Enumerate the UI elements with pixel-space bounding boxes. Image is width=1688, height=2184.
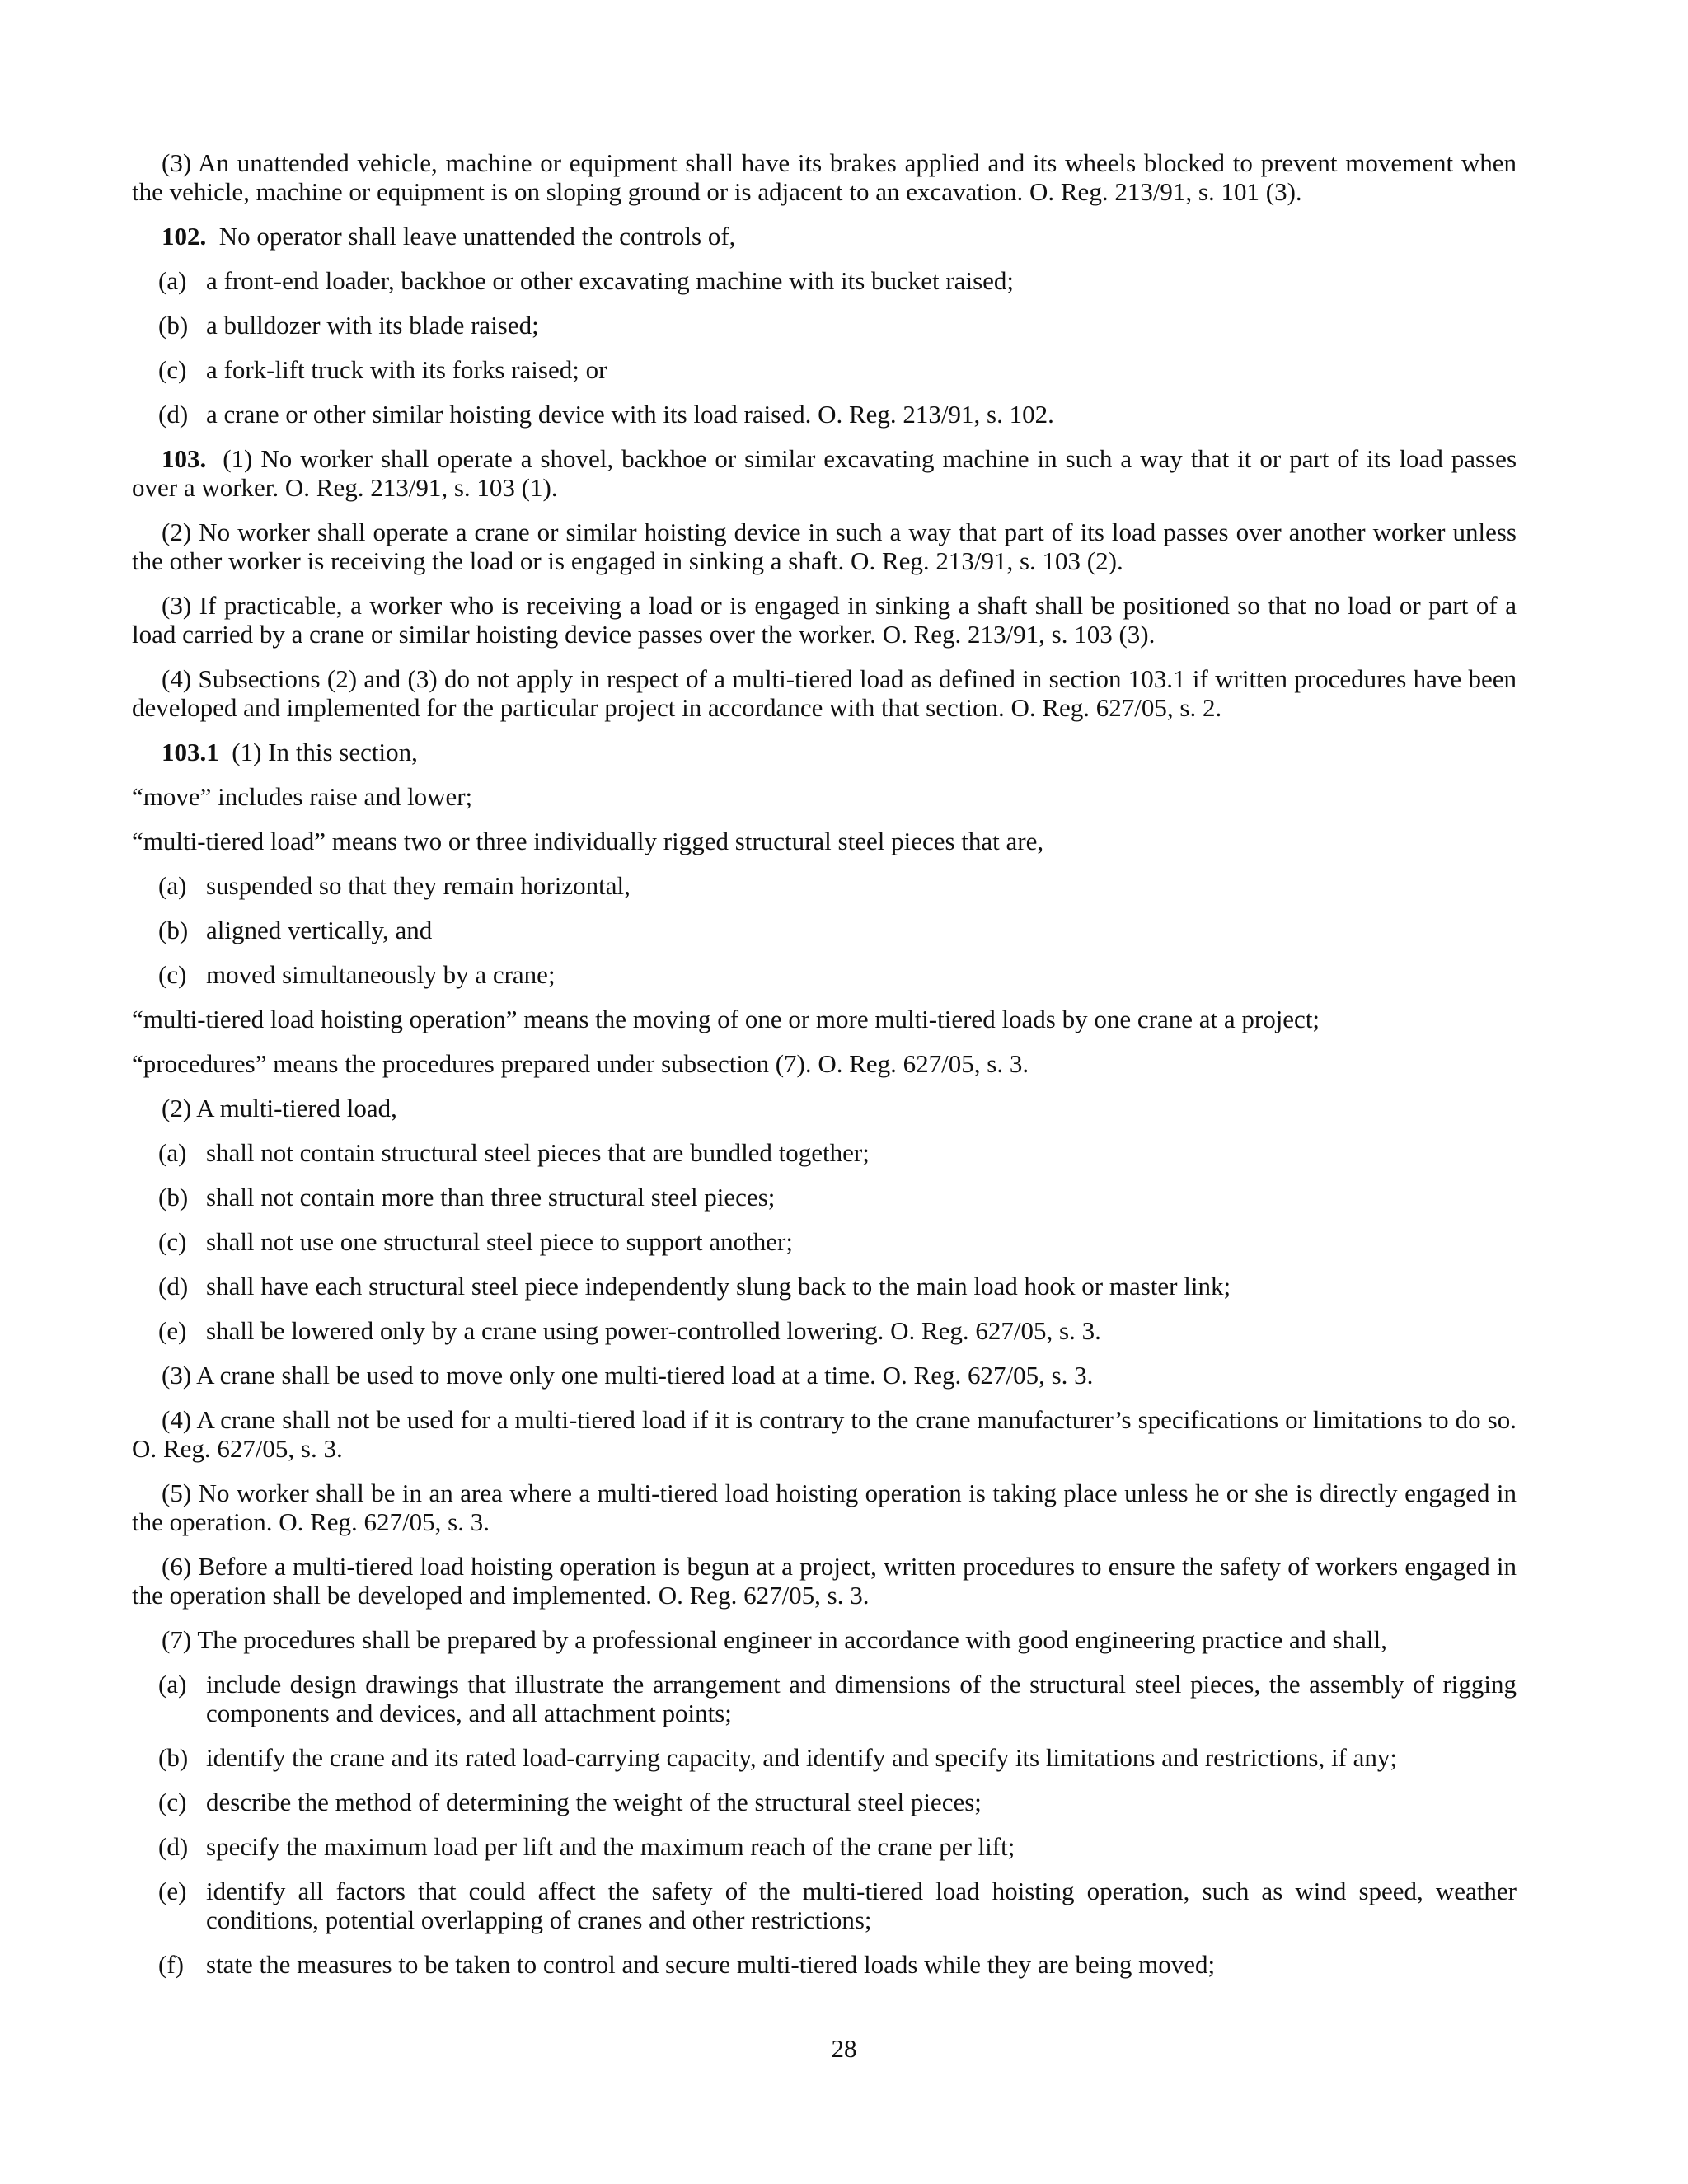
list-item: (e) shall be lowered only by a crane using power-controlled lowering. O. Reg. 627/05, s. 3. (158, 1316, 1101, 1345)
list-item: (f) state the measures to be taken to control and secure multi-tiered loads while they are being moved; (158, 1950, 1216, 1979)
list-item: (c) a fork-lift truck with its forks raised; or (158, 355, 607, 384)
page-number: 28 (831, 2034, 857, 2063)
paragraph-103-1-6: (6) Before a multi-tiered load hoisting operation is begun at a project, written procedures to ensure the safety of workers engaged in the operation shall be developed and implemented. O. Reg. 627/05, s. 3. (132, 1552, 1517, 1610)
paragraph-101-3: (3) An unattended vehicle, machine or equipment shall have its brakes applied and its wheels blocked to prevent movement when the vehicle, machine or equipment is on sloping ground or is adjacent to an excavation. O. Reg. 213/91, s. 101 (3). (132, 148, 1517, 206)
section-102-heading: 102. No operator shall leave unattended the controls of, (162, 222, 736, 251)
section-number: 102. (162, 222, 207, 251)
paragraph-103-3: (3) If practicable, a worker who is receiving a load or is engaged in sinking a shaft shall be positioned so that no load or part of a load carried by a crane or similar hoisting device passes over the worker. O. Reg. 213/91, s. 103 (3). (132, 591, 1517, 649)
definition-procedures: “procedures” means the procedures prepared under subsection (7). O. Reg. 627/05, s. 3. (132, 1049, 1029, 1078)
definition-move: “move” includes raise and lower; (132, 782, 473, 811)
paragraph-103-1-7: (7) The procedures shall be prepared by a professional engineer in accordance with good engineering practice and shall, (162, 1625, 1387, 1654)
list-item: (e) identify all factors that could affect the safety of the multi-tiered load hoisting operation, such as wind speed, weather conditions, potential overlapping of cranes and other restrictions; (158, 1877, 1517, 1934)
list-item: (a) a front-end loader, backhoe or other excavating machine with its bucket raised; (158, 266, 1015, 295)
list-item: (c) describe the method of determining the weight of the structural steel pieces; (158, 1788, 982, 1816)
list-item: (b) aligned vertically, and (158, 916, 433, 944)
paragraph-103-4: (4) Subsections (2) and (3) do not apply in respect of a multi-tiered load as defined in section 103.1 if written procedures have been developed and implemented for the particular project in accordance with that section. O. Reg. 627/05, s. 2. (132, 664, 1517, 722)
definition-multi-tiered-load: “multi-tiered load” means two or three individually rigged structural steel pieces that are, (132, 827, 1044, 855)
paragraph-103-1-2: (2) A multi-tiered load, (162, 1094, 397, 1122)
list-item: (a) shall not contain structural steel pieces that are bundled together; (158, 1138, 870, 1167)
paragraph-103-1: 103. (1) No worker shall operate a shovel, backhoe or similar excavating machine in such a way that it or part of its load passes over a worker. O. Reg. 213/91, s. 103 (1). (132, 444, 1517, 502)
paragraph-103-1-4: (4) A crane shall not be used for a multi-tiered load if it is contrary to the crane manufacturer’s specifications or limitations to do so. O. Reg. 627/05, s. 3. (132, 1405, 1517, 1463)
paragraph-103-1-5: (5) No worker shall be in an area where a multi-tiered load hoisting operation is taking place unless he or she is directly engaged in the operation. O. Reg. 627/05, s. 3. (132, 1479, 1517, 1536)
list-item: (c) moved simultaneously by a crane; (158, 960, 556, 989)
list-item: (d) specify the maximum load per lift and the maximum reach of the crane per lift; (158, 1832, 1015, 1861)
list-item: (b) a bulldozer with its blade raised; (158, 311, 539, 340)
definition-hoisting-operation: “multi-tiered load hoisting operation” means the moving of one or more multi-tiered loads by one crane at a project; (132, 1005, 1320, 1033)
list-item: (b) identify the crane and its rated load-carrying capacity, and identify and specify its limitations and restrictions, if any; (158, 1743, 1398, 1772)
paragraph-103-2: (2) No worker shall operate a crane or similar hoisting device in such a way that part of its load passes over another worker unless the other worker is receiving the load or is engaged in sinking a shaft. O. Reg. 213/91, s. 103 (2). (132, 518, 1517, 575)
list-item: (a) suspended so that they remain horizontal, (158, 871, 631, 900)
section-103-1-heading: 103.1 (1) In this section, (162, 738, 418, 766)
paragraph-103-1-3: (3) A crane shall be used to move only one multi-tiered load at a time. O. Reg. 627/05, s. 3. (162, 1361, 1094, 1390)
section-number: 103. (162, 444, 207, 473)
section-number: 103.1 (162, 738, 219, 766)
list-item: (d) shall have each structural steel piece independently slung back to the main load hook or master link; (158, 1272, 1231, 1301)
list-item: (c) shall not use one structural steel piece to support another; (158, 1227, 793, 1256)
list-item: (a) include design drawings that illustrate the arrangement and dimensions of the structural steel pieces, the assembly of rigging components and devices, and all attachment points; (158, 1670, 1517, 1727)
document-body (132, 148, 1517, 1994)
list-item: (d) a crane or other similar hoisting device with its load raised. O. Reg. 213/91, s. 102. (158, 400, 1054, 429)
list-item: (b) shall not contain more than three structural steel pieces; (158, 1183, 776, 1212)
